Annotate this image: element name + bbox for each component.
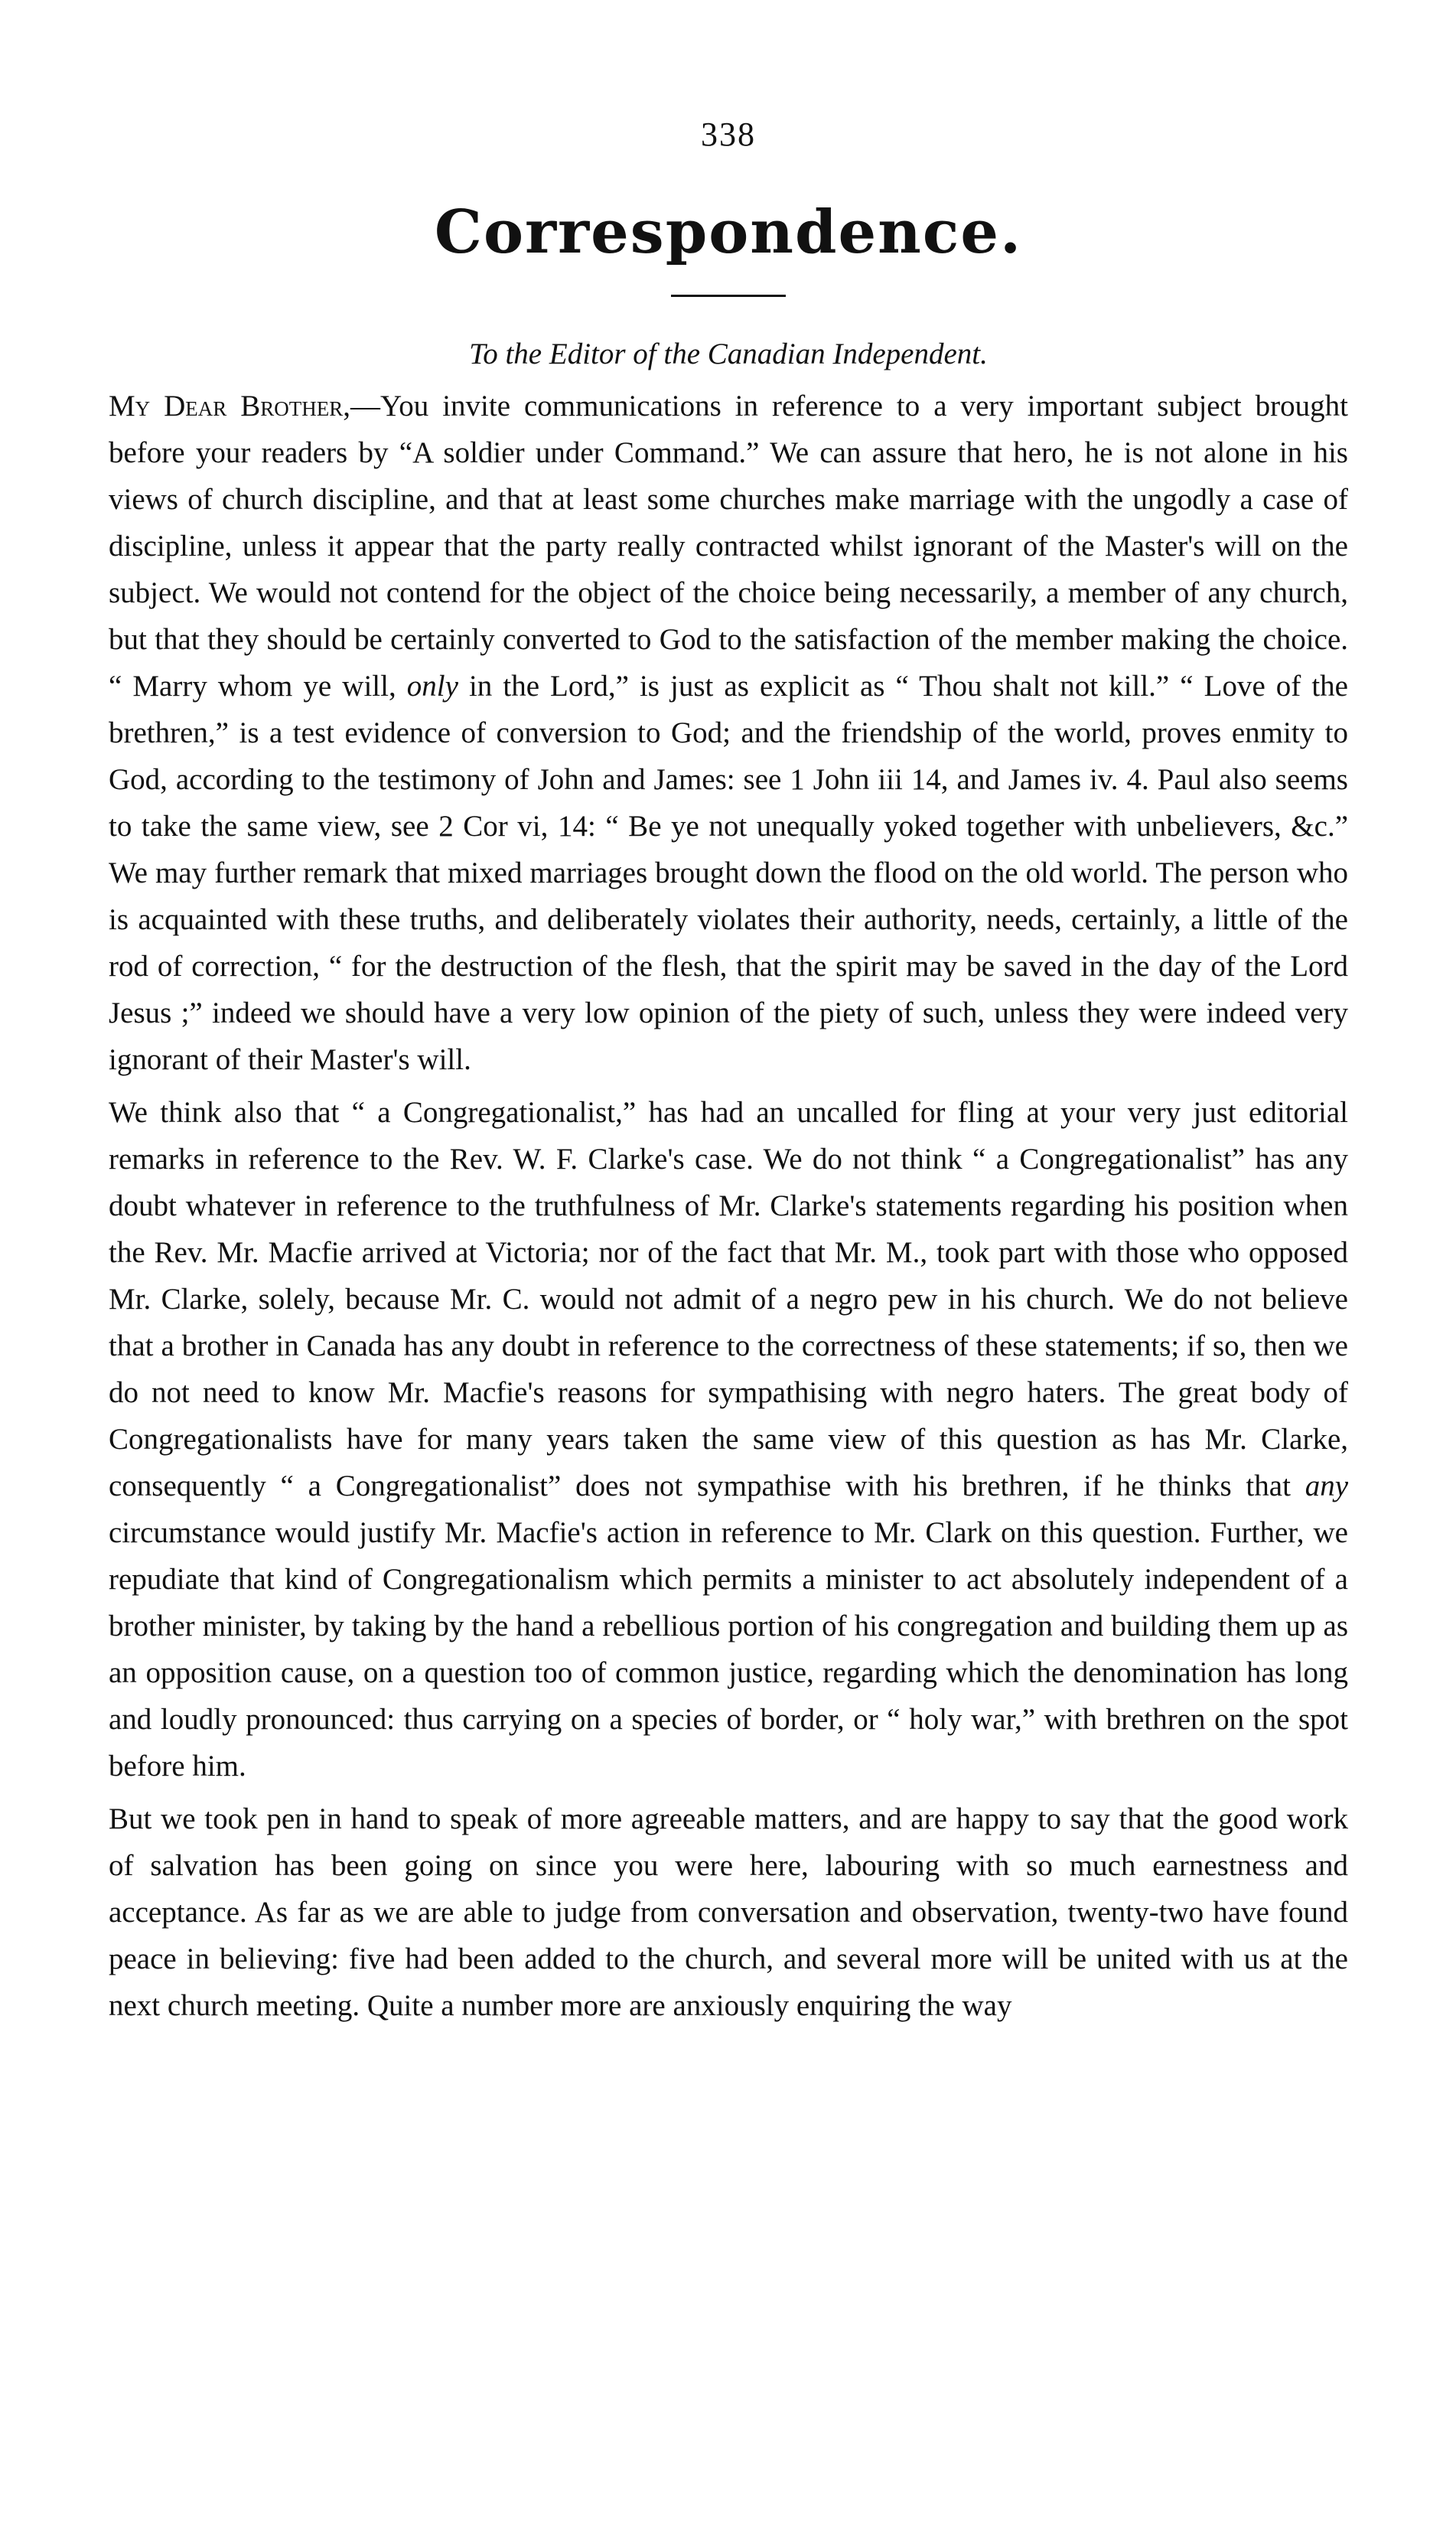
heading-rule (671, 295, 786, 297)
paragraph-1 (109, 383, 1348, 1083)
letter-body (109, 383, 1348, 2029)
paragraph-3 (109, 1796, 1348, 2029)
paragraph-1-part-1: —You invite communications in reference to a very important subject brought before your readers by “A soldier under Command.” We can assure that hero, he is not alone in his views of church discipline, and that at least some churches make marriage with the ungodly a case of discipline, unless it appear that the party really contracted whilst ignorant of the Master's will on the subject. We would not contend for the object of the choice being necessarily, a member of any church, but that they should be certainly converted to God to the satisfaction of the member making the choice. “ Marry whom ye will, (109, 390, 1348, 703)
salutation: My Dear Brother, (109, 390, 350, 423)
paragraph-1-part-3: in the Lord,” is just as explicit as “ Thou shalt not kill.” “ Love of the brethren,” is a test evidence of conversion to God; and the friendship of the world, proves enmity to God, according to the testimony of John and James: see 1 John iii 14, and James iv. 4. Paul also seems to take the same view, see 2 Cor vi, 14: “ Be ye not unequally yoked together with unbelievers, &c.” We may further remark that mixed marriages brought down the flood on the old world. The person who is acquainted with these truths, and deliberately violates their authority, needs, certainly, a little of the rod of correction, “ for the destruction of the flesh, that the spirit may be saved in the day of the Lord Jesus ;” indeed we should have a very low opinion of the piety of such, unless they were indeed very ignorant of their Master's will. (109, 670, 1348, 1077)
paragraph-2-part-3: circumstance would justify Mr. Macfie's action in reference to Mr. Clark on this question. Further, we repudiate that kind of Congregationalism which permits a minister to act absolutely independent of a brother minister, by taking by the hand a rebellious portion of his congregation and building them up as an opposition cause, on a question too of common justice, regarding which the denomination has long and loudly pronounced: thus carrying on a species of border, or “ holy war,” with brethren on the spot before him. (109, 1516, 1348, 1783)
section-heading: Correspondence. (434, 197, 1023, 267)
paragraph-1-emphasis-only: only (406, 670, 458, 703)
paragraph-3-part-1: But we took pen in hand to speak of more agreeable matters, and are happy to say that the good work of salvation has been going on since you were here, labouring with so much earnestness and acceptance. As far as we are able to judge from conversation and observation, twenty-two have found peace in believing: five had been added to the church, and several more will be united with us at the next church meeting. Quite a number more are anxiously enquiring the way (109, 1802, 1348, 2023)
paragraph-2-emphasis-any: any (1305, 1470, 1348, 1503)
address-line: To the Editor of the Canadian Independent. (469, 337, 988, 370)
paragraph-2 (109, 1089, 1348, 1789)
paragraph-2-part-1: We think also that “ a Congregationalist,” has had an uncalled for fling at your very just editorial remarks in reference to the Rev. W. F. Clarke's case. We do not think “ a Congregationalist” has any doubt whatever in reference to the truthfulness of Mr. Clarke's statements regarding his position when the Rev. Mr. Macfie arrived at Victoria; nor of the fact that Mr. M., took part with those who opposed Mr. Clarke, solely, because Mr. C. would not admit of a negro pew in his church. We do not believe that a brother in Canada has any doubt in reference to the correctness of these statements; if so, then we do not need to know Mr. Macfie's reasons for sympathising with negro haters. The great body of Congregationalists have for many years taken the same view of this question as has Mr. Clarke, consequently “ a Congregationalist” does not sympathise with his brethren, if he thinks that (109, 1096, 1348, 1503)
document-page (109, 115, 1348, 2035)
page-number: 338 (701, 116, 756, 153)
